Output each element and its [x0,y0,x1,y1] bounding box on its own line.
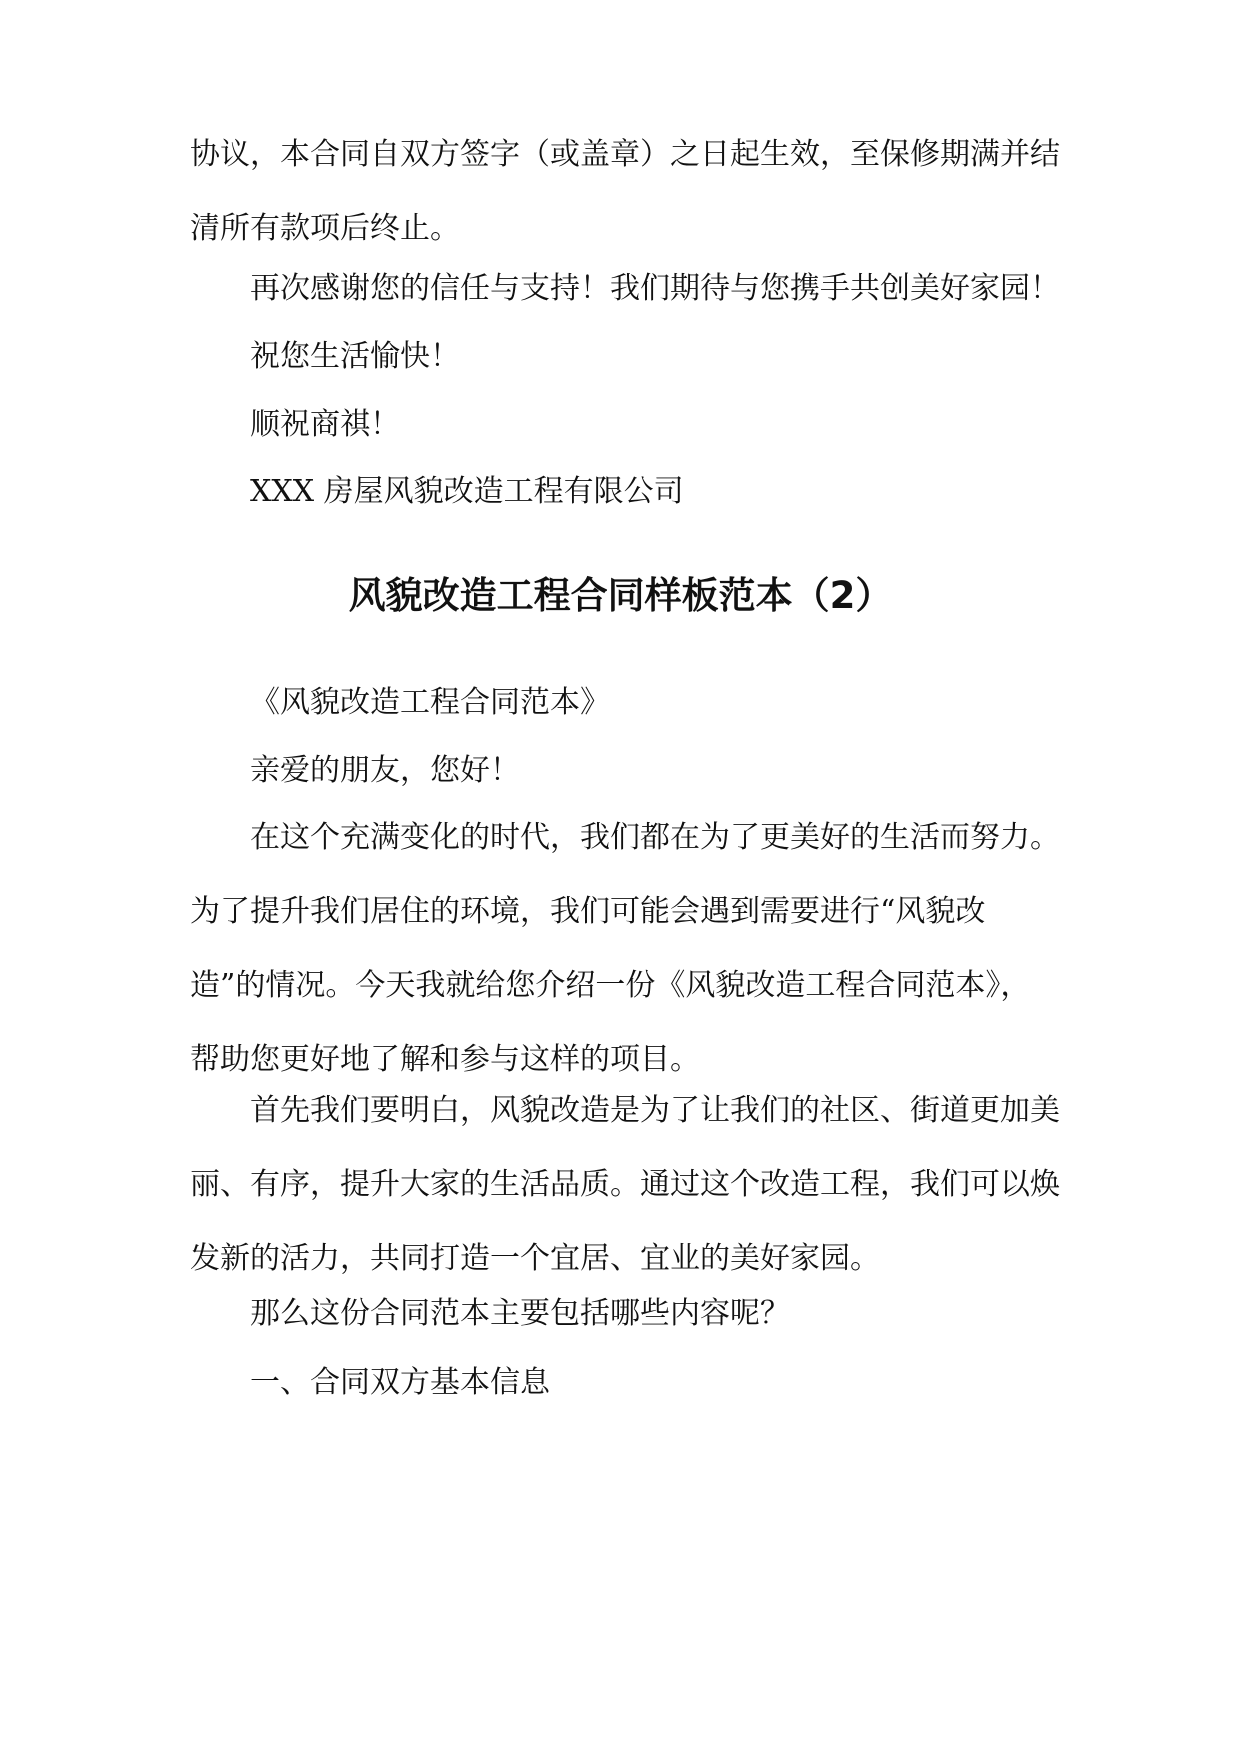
paragraph-purpose: 首先我们要明白，风貌改造是为了让我们的社区、街道更加美丽、有序，提升大家的生活品质。通过这个改造工程，我们可以焕发新的活力，共同打造一个宜居、宜业的美好家园。 [190,1093,1060,1276]
paragraph-regards: 顺祝商祺！ [250,407,400,442]
paragraph-question: 那么这份合同范本主要包括哪些内容呢？ [250,1296,790,1331]
paragraph-greeting: 亲爱的朋友，您好！ [250,753,520,788]
paragraph-thanks: 再次感谢您的信任与支持！我们期待与您携手共创美好家园！ [250,271,1060,306]
paragraph-contract-name: 《风貌改造工程合同范本》 [250,685,610,720]
section-title: 风貌改造工程合同样板范本（2） [348,574,893,617]
paragraph-company-signature: XXX 房屋风貌改造工程有限公司 [250,474,684,509]
paragraph-section-one: 一、合同双方基本信息 [250,1365,550,1400]
paragraph-effective-clause: 协议，本合同自双方签字（或盖章）之日起生效，至保修期满并结清所有款项后终止。 [190,137,1060,246]
paragraph-introduction: 在这个充满变化的时代，我们都在为了更美好的生活而努力。为了提升我们居住的环境，我们可能会遇到需要进行“风貌改造”的情况。今天我就给您介绍一份《风貌改造工程合同范本》，帮助您更好地了解和参与这样的项目。 [190,820,1060,1077]
paragraph-wishes: 祝您生活愉快！ [250,339,460,374]
